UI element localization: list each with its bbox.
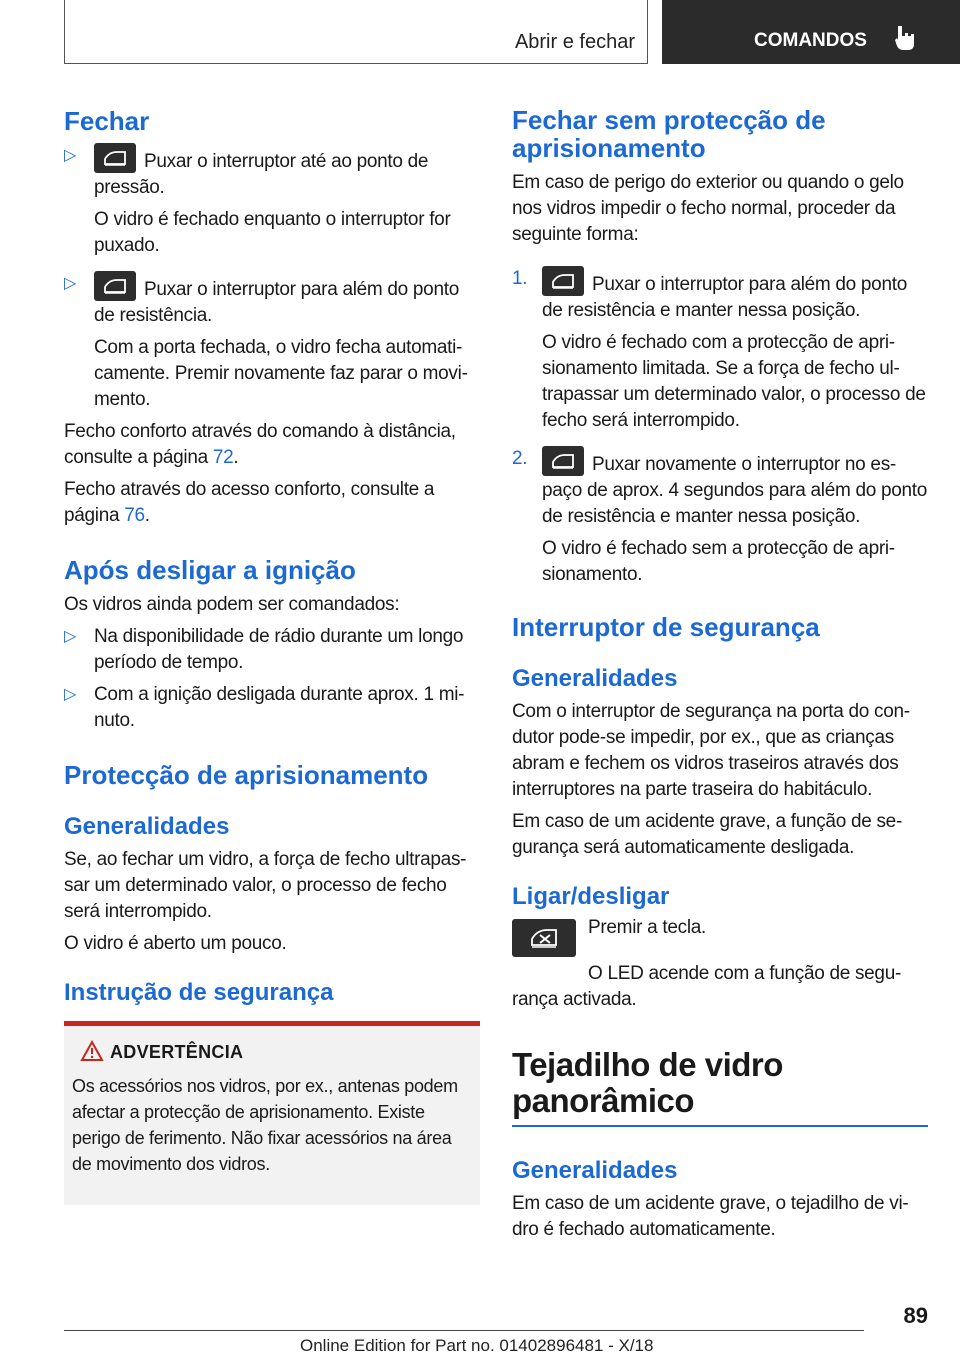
section-tab: [64, 0, 648, 64]
subheading-generalidades: Generalidades: [512, 1157, 678, 1184]
triangle-bullet-icon: ▷: [64, 628, 77, 645]
safety-switch-key-icon: [512, 919, 576, 957]
result-text: O vidro é fechado enquanto o interruptor for puxado.: [94, 209, 451, 256]
triangle-bullet-icon: ▷: [64, 147, 77, 164]
step-item: [512, 446, 928, 588]
subheading-ligar-desligar: Ligar/desligar: [512, 883, 670, 910]
paragraph: Em caso de um acidente grave, o tejadilho de vidro é fechado automaticamente.: [512, 1193, 909, 1240]
paragraph: Fecho conforto através do comando à distância, consulte a página 72.: [64, 421, 456, 468]
warning-title: ADVERTÊNCIA: [72, 1042, 472, 1063]
list-item: ▷ Com a ignição desligada durante aprox. 1 minuto.: [64, 684, 465, 731]
heading-fechar: Fechar: [64, 106, 150, 136]
warning-box: [64, 1021, 480, 1205]
list-item: ▷ Na disponibilidade de rádio durante um longo período de tempo.: [64, 626, 464, 673]
footer-divider: [64, 1330, 864, 1331]
chapter-tab: [662, 0, 960, 64]
hand-pointer-icon: [894, 24, 916, 52]
warning-text: Os acessórios nos vidros, por ex., antenas podem afectar a protecção de aprisionamento. Existe perigo de ferimento. Não fixar acessórios na área de movimento dos vidros.: [72, 1076, 458, 1174]
led-text: O LED acende com a função de segurança activada.: [512, 963, 902, 1010]
right-column: [512, 96, 928, 1249]
list-item: [64, 143, 480, 259]
instruction-text: Puxar o interruptor para além do ponto de resistência e manter nessa posição.: [542, 274, 907, 321]
result-text: O vidro é fechado sem a protecção de aprisionamento.: [542, 538, 896, 585]
instruction-text: Puxar o interruptor até ao ponto de pressão.: [94, 151, 429, 198]
section-title: Abrir e fechar: [514, 31, 635, 53]
paragraph: O vidro é aberto um pouco.: [64, 933, 287, 954]
result-text: O vidro é fechado com a protecção de aprisionamento limitada. Se a força de fecho ultrapassar um determinado valor, o processo de fecho será interrompido.: [542, 332, 926, 431]
heading-interruptor-seguranca: Interruptor de segurança: [512, 612, 820, 642]
triangle-bullet-icon: ▷: [64, 686, 77, 703]
paragraph: Com o interruptor de segurança na porta do condutor pode-se impedir, por ex., que as crianças abram e fechem os vidros traseiros através dos interruptores na parte traseira do habitáculo.: [512, 701, 911, 800]
step-number: 2.: [512, 448, 528, 469]
chapter-title: COMANDOS: [754, 30, 867, 51]
toggle-instructions: [512, 915, 928, 961]
paragraph: Em caso de um acidente grave, a função de segurança será automaticamente desligada.: [512, 811, 903, 858]
page-number: 89: [903, 1303, 928, 1328]
paragraph: Se, ao fechar um vidro, a força de fecho ultrapassar um determinado valor, o processo de fecho será interrompido.: [64, 849, 467, 922]
paragraph: Em caso de perigo do exterior ou quando o gelo nos vidros impedir o fecho normal, proceder da seguinte forma:: [512, 172, 904, 245]
step-number: 1.: [512, 268, 528, 289]
window-switch-icon: [94, 271, 136, 301]
page-header: [0, 0, 960, 66]
window-switch-icon: [542, 266, 584, 296]
page-link-76[interactable]: 76: [124, 505, 145, 526]
subheading-generalidades: Generalidades: [512, 665, 678, 692]
subheading-generalidades: Generalidades: [64, 813, 230, 840]
instruction-text: Premir a tecla.: [588, 917, 706, 938]
window-switch-icon: [94, 143, 136, 173]
heading-proteccao: Protecção de aprisionamento: [64, 760, 429, 790]
heading-tejadilho: Tejadilho de vidro panorâmico: [512, 1047, 928, 1127]
warning-triangle-icon: [80, 1040, 104, 1062]
paragraph: Os vidros ainda podem ser comandados:: [64, 594, 400, 615]
heading-apos-desligar: Após desligar a ignição: [64, 555, 356, 585]
step-item: [512, 266, 928, 434]
subheading-instrucao-seguranca: Instrução de segurança: [64, 979, 334, 1006]
instruction-text: Puxar o interruptor para além do ponto de resistência.: [94, 279, 459, 326]
page-link-72[interactable]: 72: [212, 447, 234, 468]
instruction-text: Puxar novamente o interruptor no espaço de aprox. 4 segundos para além do ponto de resistência e manter nessa posição.: [542, 454, 928, 527]
triangle-bullet-icon: ▷: [64, 275, 77, 292]
heading-fechar-sem-proteccao: Fechar sem protecção de aprisionamento: [512, 105, 826, 163]
window-switch-icon: [542, 446, 584, 476]
left-column: [64, 96, 480, 1205]
list-item: [64, 271, 480, 413]
paragraph: Fecho através do acesso conforto, consulte a página 76.: [64, 479, 435, 526]
result-text: Com a porta fechada, o vidro fecha automaticamente. Premir novamente faz parar o movimento.: [94, 337, 468, 410]
footer-edition: Online Edition for Part no. 01402896481 - X/18: [300, 1336, 654, 1355]
